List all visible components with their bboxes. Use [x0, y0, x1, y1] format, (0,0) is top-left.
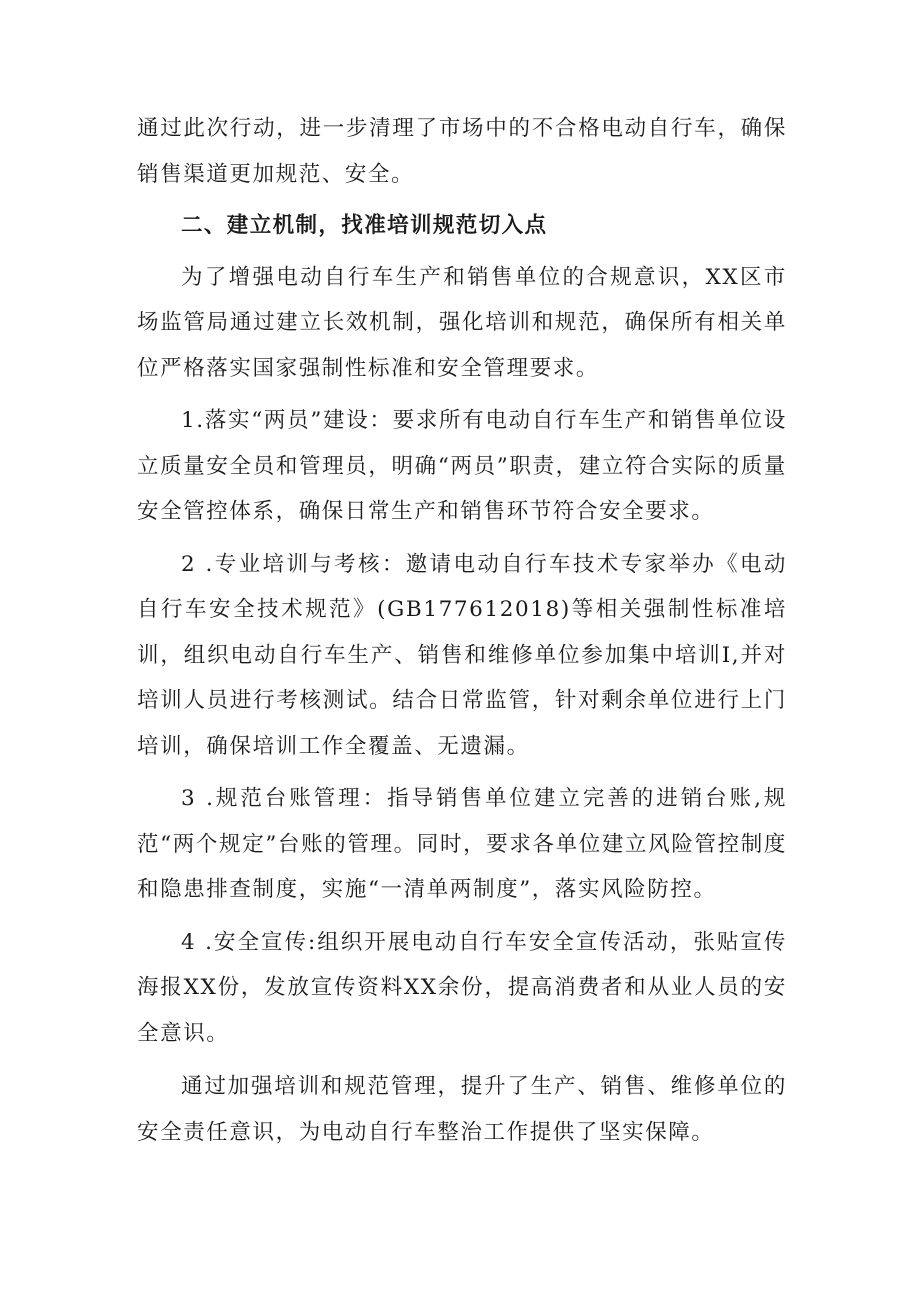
paragraph-item-4: 4 .安全宣传:组织开展电动自行车安全宣传活动，张贴宣传海报XX份，发放宣传资料XX余份，提高消费者和从业人员的安全意识。	[137, 929, 787, 1046]
paragraph-intro: 为了增强电动自行车生产和销售单位的合规意识，XX区市场监管局通过建立长效机制，强化培训和规范，确保所有相关单位严格落实国家强制性标准和安全管理要求。	[137, 264, 787, 381]
paragraph-item-2: 2 .专业培训与考核：邀请电动自行车技术专家举办《电动自行车安全技术规范》(GB177612018)等相关强制性标准培训，组织电动自行车生产、销售和维修单位参加集中培训I,并对培训人员进行考核测试。结合日常监管，针对剩余单位进行上门培训，确保培训工作全覆盖、无遗漏。	[137, 551, 787, 759]
paragraph-item-3: 3 .规范台账管理：指导销售单位建立完善的进销台账,规范“两个规定”台账的管理。同时，要求各单位建立风险管控制度和隐患排查制度，实施“一清单两制度”，落实风险防控。	[137, 786, 787, 902]
paragraph-conclusion: 通过加强培训和规范管理，提升了生产、销售、维修单位的安全责任意识，为电动自行车整治工作提供了坚实保障。	[137, 1074, 787, 1145]
paragraph-item-1: 1.落实“两员”建设：要求所有电动自行车生产和销售单位设立质量安全员和管理员，明确“两员”职责，建立符合实际的质量安全管控体系，确保日常生产和销售环节符合安全要求。	[137, 408, 787, 524]
section-heading: 二、建立机制，找准培训规范切入点	[181, 213, 548, 238]
document-body	[137, 106, 787, 1155]
paragraph-continuation: 通过此次行动，进一步清理了市场中的不合格电动自行车，确保销售渠道更加规范、安全。	[137, 116, 787, 187]
